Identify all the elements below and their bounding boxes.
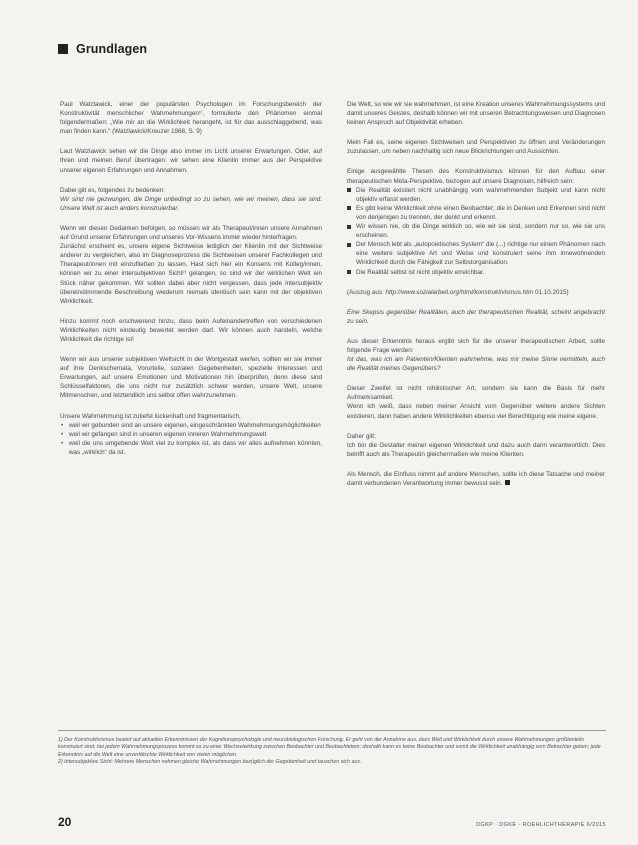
italic-paragraph: Ist das, was ich am Patienten/Klienten wahrnehme, was mir meine Sinne vermitteln, auch die Realität meines Gegenübers? xyxy=(347,356,605,373)
source-citation: (Auszug aus: http://www.sozialarbeit.org/html/konstruktivismus.htm 01.10.2015) xyxy=(347,288,569,296)
left-column xyxy=(60,100,322,468)
footnote: 2) Intersubjektive Sicht: Mehrere Menschen nehmen gleiche Wahrnehmungen bezüglich der Gegebenheit und tauschen sich aus. xyxy=(58,759,362,766)
paragraph: Einige ausgewählte Thesen des Konstruktivismus können für den Aufbau einer therapeutischen Meta-Perspektive, bezogen auf unsere Diagnosen, hilfreich sein: xyxy=(347,168,605,185)
page-footer xyxy=(58,815,606,829)
paragraph: Daher gilt: xyxy=(347,432,376,440)
paragraph: Zunächst erscheint es, unsere eigene Sichtweise lediglich der Klientin mit der Sichtweise anderer zu vergleichen, also im Diagnoseprozess die Sichtweisen unserer Fachkollegen und Therapeut/innen mit einzufließen zu lassen. Hast sich hier ein Konsens mit Kolleg/innen, können wir zu einer intersubjektiven Sicht²⁾ gelangen, so sind wir der wirklichen Welt ein Stück näher gekommen. Wir sollten dabei aber nicht vergessen, dass jede intersubjektiv übereinstimmende Beschreibung wiederum niemals identisch sein kann mit der objektiven Wirklichkeit. xyxy=(60,243,322,305)
paragraph: Laut Watzlawick sehen wir die Dinge also immer im Licht unserer Erwartungen. Oder, auf Ihren und meinen Beruf übertragen: wir sehen eine Klientin immer aus der Perspektive unserer eigenen Erfahrungen und Annahmen. xyxy=(60,148,322,174)
list-item: • weil wir gefangen sind in unseren eigenen inneren Wahrnehmungswelt xyxy=(60,430,322,439)
paragraph: Paul Watzlawick, einer der populärsten Psychologen im Forschungsbereich der Konstruktivität menschlicher Wahrnehmungen¹⁾, formulierte den Phänomen einmal folgendermaßen: „Wie mir an die Wirklichkeit herangeht, ist für das ausschlaggebend, was man finden kann.“ (Watzlawick/Kreuzer 1988, S. 9) xyxy=(60,101,322,136)
journal-reference: DGKP · DGKE · ROEHLICHTHERAPIE 6/2015 xyxy=(476,822,606,828)
list-item: Der Mensch lebt als „autopoietisches System“ die (...) richtige nur einem Phänomen nach eine weitere subjektive Art und Weise und konstruiert seine ihm innewohnenden Wirklichkeit durch die Fähigkeit zur Selbstorganisation. xyxy=(347,240,605,267)
bullet-list xyxy=(60,421,322,457)
page-header xyxy=(58,42,147,56)
paragraph: Aus dieser Erkenntnis heraus ergibt sich für die unserer therapeutischen Arbeit, sollte folgende Frage werden: xyxy=(347,337,605,354)
paragraph: Hinzu kommt noch erschwerend hinzu, dass beim Aufeinandertreffen von verschiedenen Wirklichkeiten nicht eindeutig bewertet werden darf. Wir können auch handeln, welche Wirklichkeit die richtige ist! xyxy=(60,317,322,343)
right-column xyxy=(347,100,605,499)
list-item: • weil die uns umgebende Welt viel zu komplex ist, als dass wir alles aufnehmen könnten, was „wirklich“ da ist. xyxy=(60,439,322,457)
square-bullet-list xyxy=(347,186,605,277)
paragraph: Ich bin die Gestalter meiner eigenen Wirklichkeit und dazu auch darin verantwortlich. Dies betrifft auch als Therapeutin gleichermaßen wie meine Klienten. xyxy=(347,441,605,458)
list-item: Die Realität existiert nicht unabhängig vom wahrnehmenden Subjekt und kann nicht objektiv erfasst werden. xyxy=(347,186,605,204)
list-item: Wir wissen nie, ob die Dinge wirklich so, wie wir sie sind, sondern nur so, wie sie uns erscheinen. xyxy=(347,222,605,240)
paragraph: Wenn wir diesen Gedanken befolgen, so müssen wir als Therapeut/innen unsere Annahmen auf Grund unserer Erfahrungen und unseres Vor-Wissens immer wieder hinterfragen. xyxy=(60,224,322,242)
list-item: • weil wir gebunden sind an unsere eigenen, eingeschränkten Wahrnehmungsmöglichkeiten xyxy=(60,421,322,430)
page-number: 20 xyxy=(58,815,72,829)
section-title: Grundlagen xyxy=(76,42,148,56)
source-link[interactable]: http://www.sozialarbeit.org/html/konstruktivismus.htm xyxy=(385,288,534,296)
footnotes xyxy=(58,730,606,767)
italic-paragraph: Eine Skepsis gegenüber Realitäten, auch der therapeutischen Realität, scheint angebracht zu sein. xyxy=(347,308,605,325)
italic-paragraph: Wir sind nie gezwungen, die Dinge unbedingt so zu sehen, wie wir meinen, dass sie sind. Unsere Welt ist auch anders konstruierbar. xyxy=(60,195,322,212)
paragraph: Dieser Zweifel ist nicht nihilistischer Art, sondern sie kann die Basis für mehr Aufmerksamkeit. xyxy=(347,385,605,402)
footnote: 1) Der Konstruktivismus basiert auf aktuellen Erkenntnissen der Kognitionspsychologie und neurobiologischen Forschung. Er geht von der Annahme aus, dass Welt und Wirklichkeit durch unsere Wahrnehmungen größtenteils konstruiert sind; bei jedem Wahrnehmungsprozess kommt es zu einer Wechselwirkung zwischen Beobachter und Beobachtetem; deshalb kann es keine Beobachter und somit die Wirklichkeit unabhängig vom Betrachter geben; jede Erkenntnis auf die Welt eine unverfälschte Wirklichkeit von vielen möglichen. xyxy=(58,737,601,758)
paragraph: Dabei gilt es, folgendes zu bedenken: xyxy=(60,186,166,194)
section-marker-square xyxy=(58,44,68,54)
paragraph: Wenn wir aus unserer subjektiven Weltsicht in der Wortgestalt werfen, sollten wir sie immer auf ihre Denkschemata, Vorurteile, sozialen Gegebenheiten, spezielle Interessen und Erwartungen, auf unsere Emotionen und Motivationen hin überprüfen, denn diese sind Schlüsselfaktoren, die uns nicht nur zusätzlich schwer werden, unsere Welt, unsere Mitmenschen, und letztendlich uns selbst offen wahrzunehmen. xyxy=(60,356,322,400)
list-item: Es gibt keine Wirklichkeit ohne einen Beobachter; die in Denken und Erkennen sind nicht von denjenigen zu trennen, der denkt und erkennt. xyxy=(347,204,605,222)
paragraph: Wenn ich weiß, dass neben meiner Ansicht vom Gegenüber weitere andere Sichten existieren, dann haben andere Wirklichkeiten ebenso viel Berechtigung wie meine eigene. xyxy=(347,403,605,420)
paragraph: Unsere Wahrnehmung ist zutiefst lückenhaft und fragmentarisch, xyxy=(60,412,241,420)
closing-paragraph: Als Mensch, die Einfluss nimmt auf andere Menschen, sollte ich diese Tatsache und meiner damit verbundenen Verantwortung immer bewusst sein. xyxy=(347,470,605,487)
end-of-article-square xyxy=(505,480,510,485)
paragraph: Die Welt, so wie wir sie wahrnehmen, ist eine Kreation unseres Wahrnehmungssystems und damit unseres Geistes, deshalb können wir mit unseren Betrachtungsweisen und Diagnosen keinen Anspruch auf Objektivität erheben. xyxy=(347,101,605,127)
list-item: Die Realität selbst ist nicht objektiv erreichbar. xyxy=(347,268,605,277)
paragraph: Mein Fall es, seine eigenen Sichtweisen und Perspektiven zu öffnen und Veränderungen zuzulassen, um neben nachhaltig sich neue Blickrichtungen und Aussichten. xyxy=(347,139,605,156)
